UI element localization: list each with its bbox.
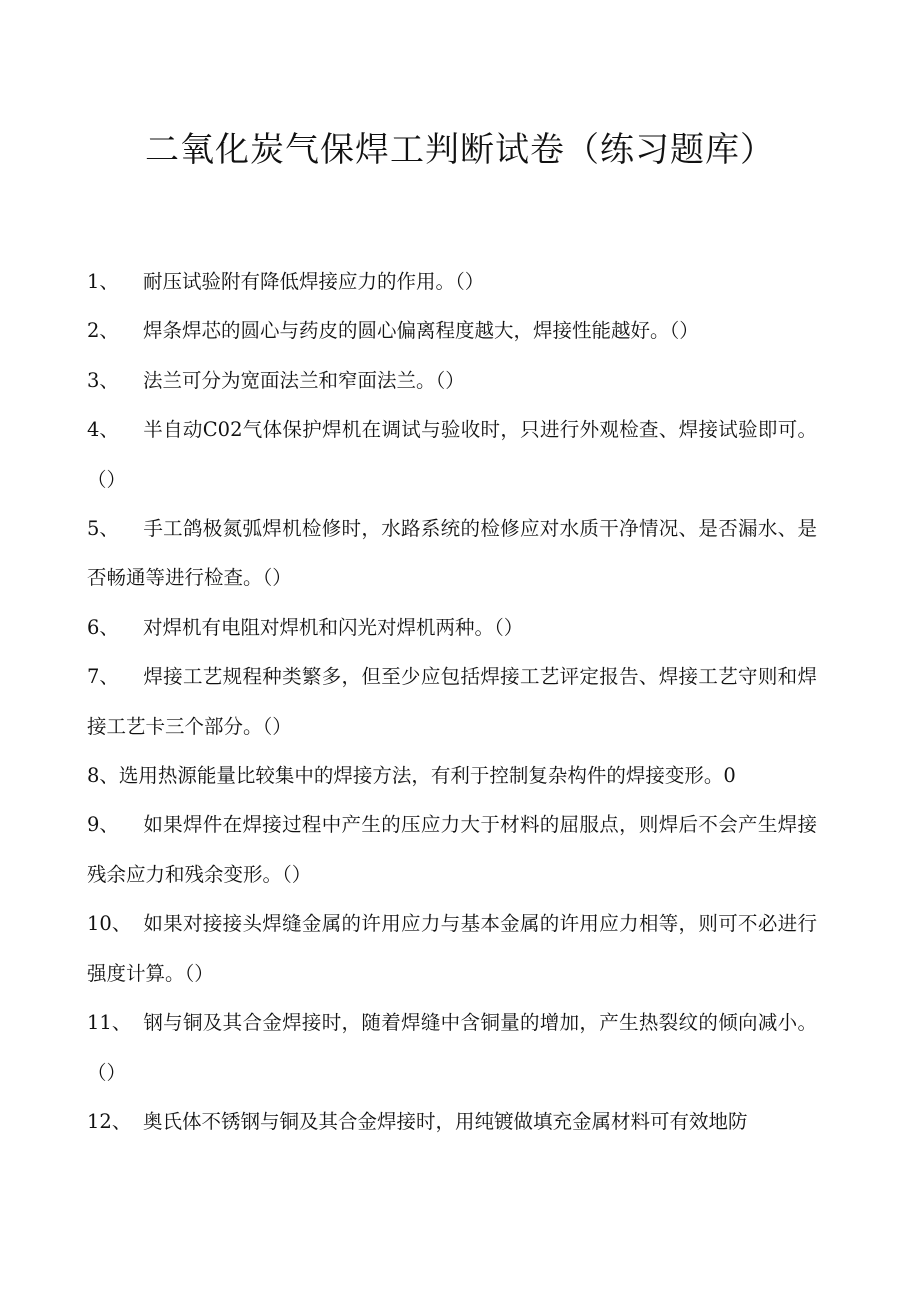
question-item	[87, 652, 817, 751]
question-item	[87, 1097, 817, 1146]
question-number: 5、	[87, 517, 119, 541]
question-number: 2、	[87, 319, 119, 343]
question-number: 10、	[87, 912, 132, 936]
question-number: 4、	[87, 418, 119, 442]
question-text: 选用热源能量比较集中的焊接方法，有利于控制复杂构件的焊接变形。0	[118, 764, 736, 788]
question-text: 奥氏体不锈钢与铜及其合金焊接时，用纯镀做填充金属材料可有效地防	[143, 1109, 748, 1133]
question-text: 焊条焊芯的圆心与药皮的圆心偏离程度越大，焊接性能越好。（）	[143, 319, 699, 343]
question-number: 8、	[87, 764, 119, 788]
question-item	[87, 751, 817, 800]
question-text: 半自动C02气体保护焊机在调试与验收时，只进行外观检查、焊接试验即可。（）	[87, 418, 817, 491]
question-text: 法兰可分为宽面法兰和窄面法兰。（）	[143, 368, 465, 392]
question-item	[87, 356, 817, 405]
question-text: 如果焊件在焊接过程中产生的压应力大于材料的屈服点，则焊后不会产生焊接残余应力和残余变形。（）	[87, 813, 817, 886]
question-item	[87, 257, 817, 306]
question-number: 7、	[87, 665, 119, 689]
question-item	[87, 405, 817, 504]
document-title: 二氧化炭气保焊工判断试卷（练习题库）	[145, 130, 775, 170]
question-item	[87, 800, 817, 899]
question-item	[87, 306, 817, 355]
question-number: 3、	[87, 368, 119, 392]
question-item	[87, 899, 817, 998]
question-item	[87, 504, 817, 603]
question-text: 对焊机有电阻对焊机和闪光对焊机两种。（）	[143, 615, 524, 639]
question-number: 11、	[87, 1011, 132, 1035]
question-number: 9、	[87, 813, 119, 837]
question-text: 手工鸽极氮弧焊机检修时，水路系统的检修应对水质干净情况、是否漏水、是否畅通等进行检查。（）	[87, 517, 817, 590]
question-list	[87, 257, 817, 1146]
question-item	[87, 603, 817, 652]
question-text: 耐压试验附有降低焊接应力的作用。（）	[143, 270, 485, 293]
question-number: 6、	[87, 615, 119, 639]
question-text: 焊接工艺规程种类繁多，但至少应包括焊接工艺评定报告、焊接工艺守则和焊接工艺卡三个部分。（）	[87, 665, 817, 738]
question-text: 钢与铜及其合金焊接时，随着焊缝中含铜量的增加，产生热裂纹的倾向减小。（）	[87, 1011, 817, 1084]
question-number: 1、	[87, 270, 119, 293]
question-number: 12、	[87, 1109, 132, 1133]
question-item	[87, 998, 817, 1097]
question-text: 如果对接接头焊缝金属的许用应力与基本金属的许用应力相等，则可不必进行强度计算。（）	[87, 912, 817, 985]
